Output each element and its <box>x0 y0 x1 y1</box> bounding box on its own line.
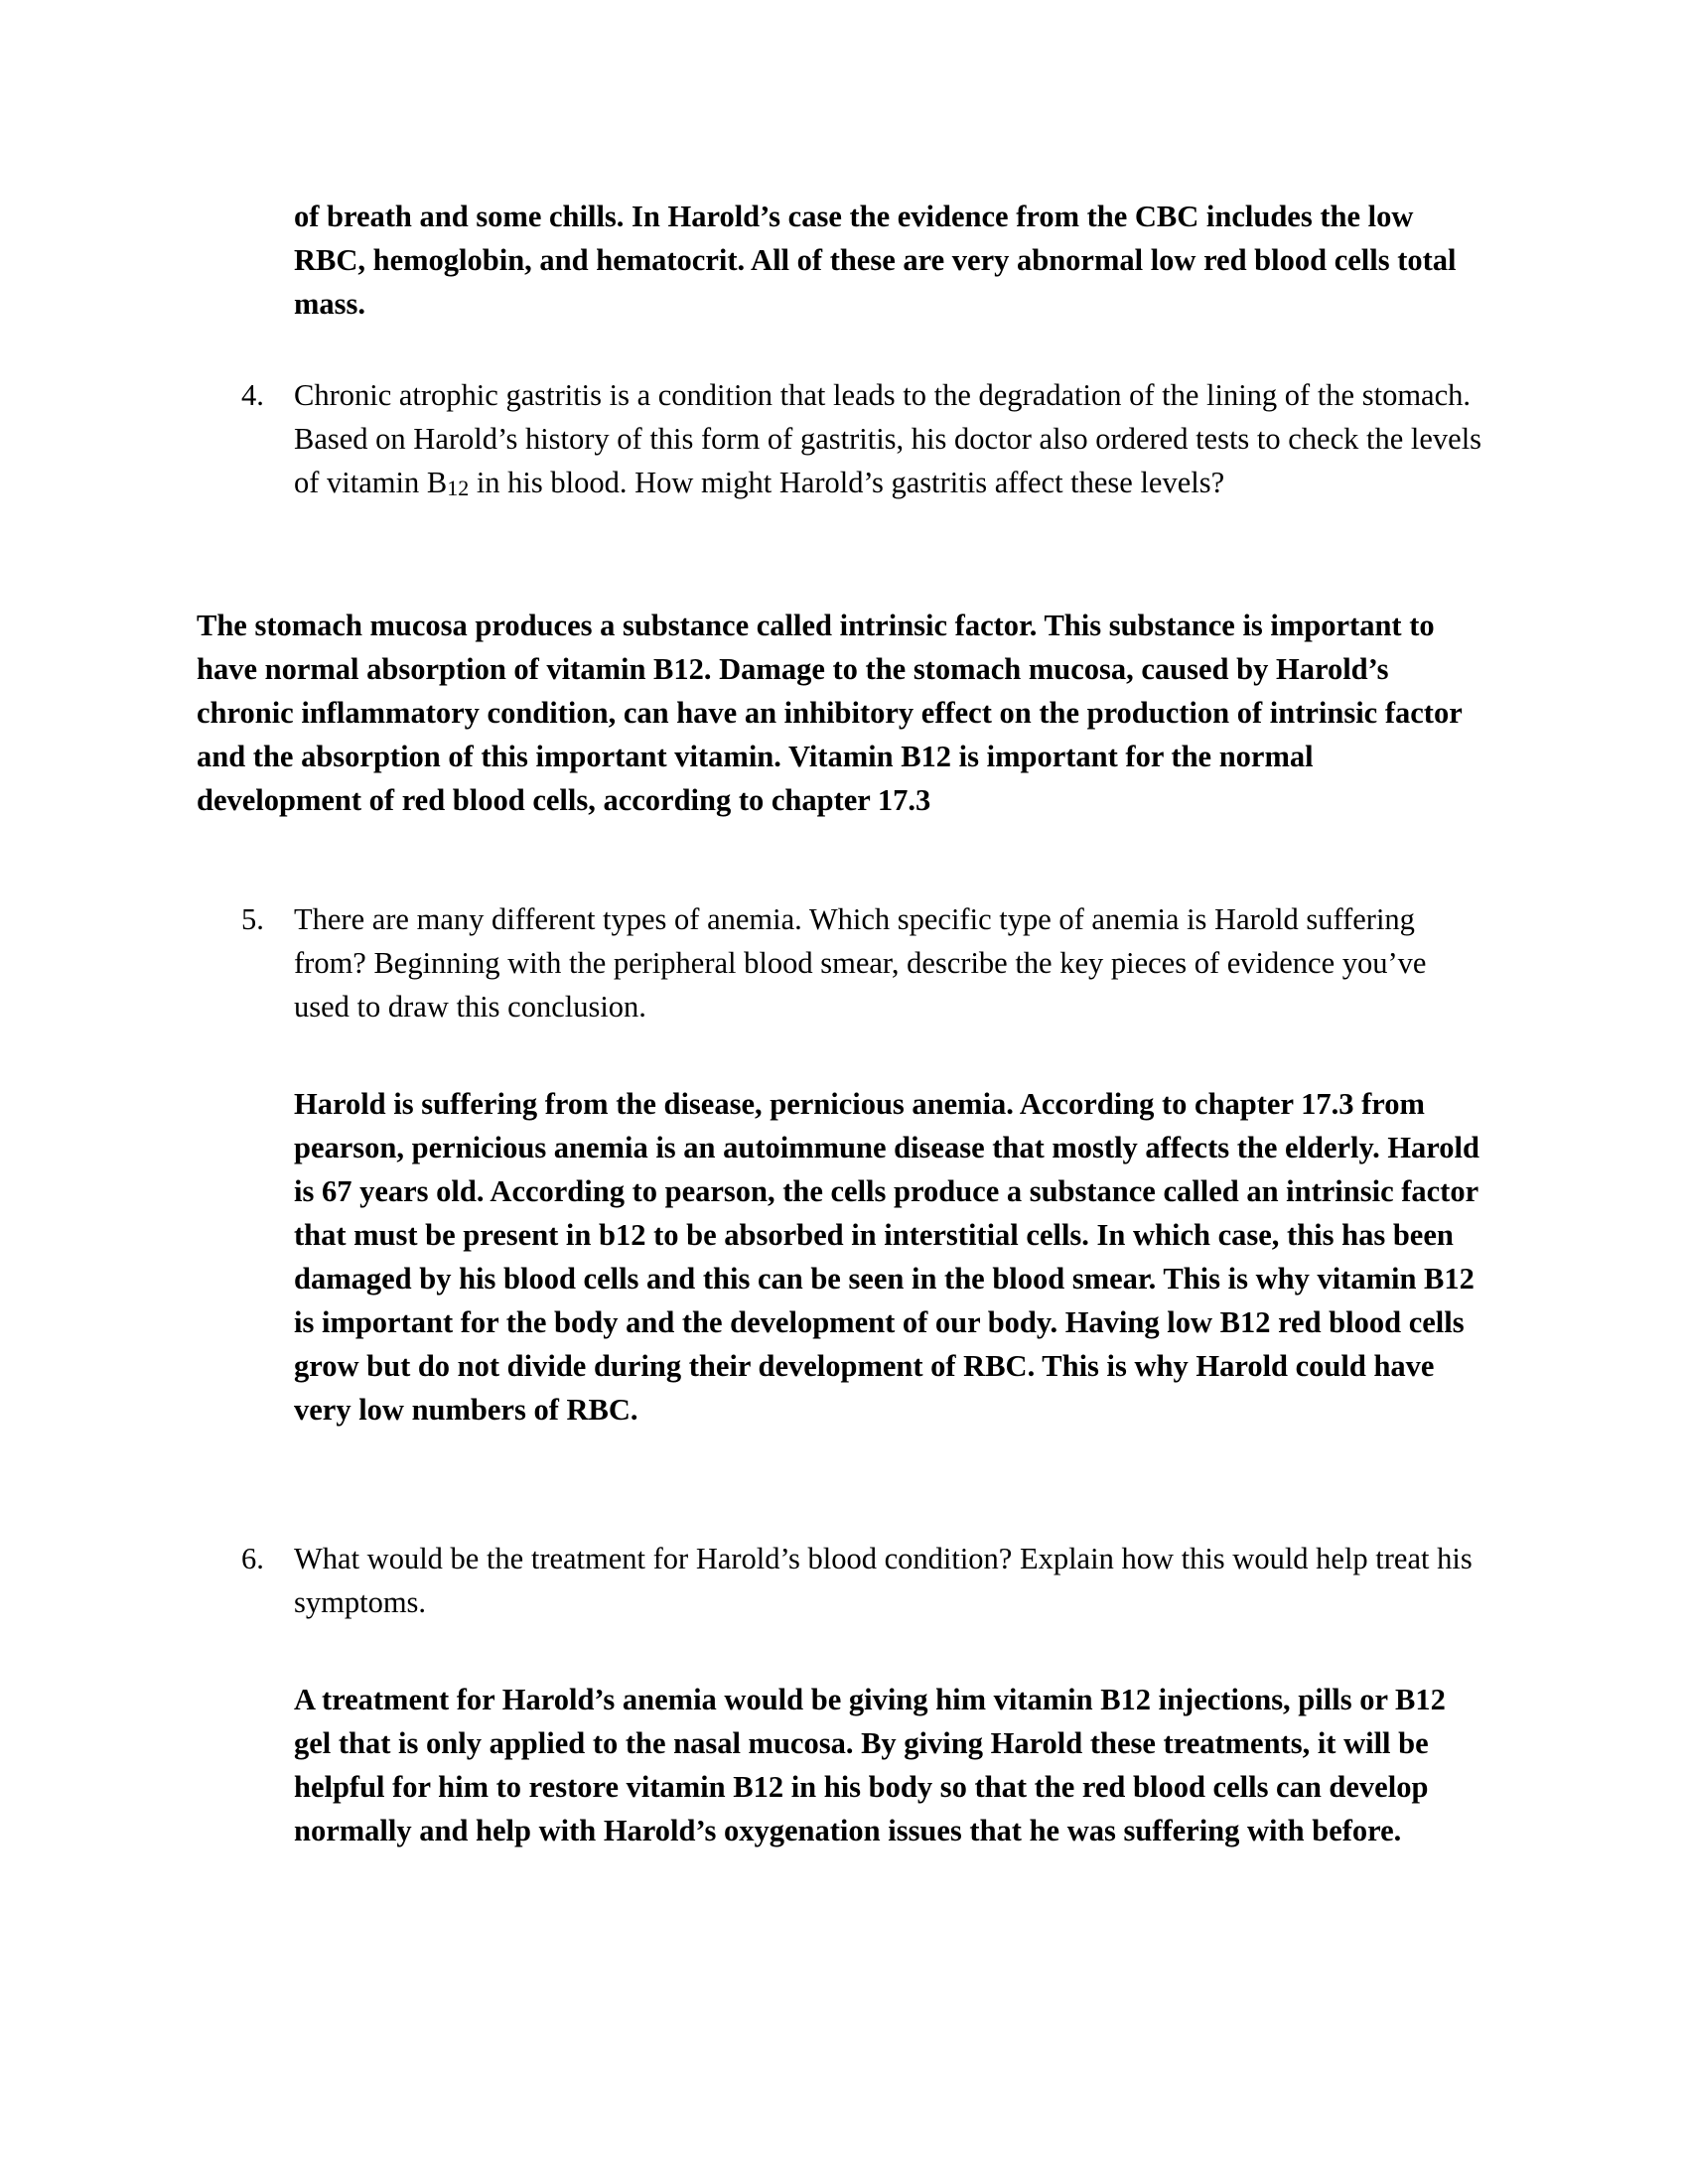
answer-3-continuation: of breath and some chills. In Harold’s case the evidence from the CBC includes the low RBC, hemoglobin, and hematocrit. All of these are very abnormal low red blood cells total mass. <box>294 200 1457 321</box>
question-text: What would be the treatment for Harold’s blood condition? Explain how this would help treat his symptoms. <box>294 1542 1473 1619</box>
question-number: 6. <box>241 1542 264 1575</box>
question-text: There are many different types of anemia. Which specific type of anemia is Harold suffering from? Beginning with the peripheral blood smear, describe the key pieces of evidence you’ve used to draw this conclusion. <box>294 902 1427 1024</box>
answer-6: A treatment for Harold’s anemia would be giving him vitamin B12 injections, pills or B12 gel that is only applied to the nasal mucosa. By giving Harold these treatments, it will be helpful for him to restore vitamin B12 in his body so that the red blood cells can develop normally and help with Harold’s oxygenation issues that he was suffering with before. <box>294 1683 1446 1847</box>
answer-5: Harold is suffering from the disease, pernicious anemia. According to chapter 17.3 from pearson, pernicious anemia is an autoimmune disease that mostly affects the elderly. Harold is 67 years old. According to pearson, the cells produce a substance called an intrinsic factor that must be present in b12 to be absorbed in interstitial cells. In which case, this has been damaged by his blood cells and this can be seen in the blood smear. This is why vitamin B12 is important for the body and the development of our body. Having low B12 red blood cells grow but do not divide during their development of RBC. This is why Harold could have very low numbers of RBC. <box>294 1087 1479 1427</box>
question-number: 5. <box>241 902 264 936</box>
question-text-part-2: in his blood. How might Harold’s gastritis affect these levels? <box>469 466 1225 499</box>
answer-4: The stomach mucosa produces a substance called intrinsic factor. This substance is important to have normal absorption of vitamin B12. Damage to the stomach mucosa, caused by Harold’s chronic inflammatory condition, can have an inhibitory effect on the production of intrinsic factor and the absorption of this important vitamin. Vitamin B12 is important for the normal development of red blood cells, according to chapter 17.3 <box>197 609 1463 817</box>
question-number: 4. <box>241 378 264 412</box>
question-text-part-1: Chronic atrophic gastritis is a condition that leads to the degradation of the lining of the stomach. Based on Harold’s history of this form of gastritis, his doctor also ordered tests to check the levels of vitamin B <box>294 378 1482 499</box>
subscript-12: 12 <box>447 476 470 500</box>
question-text <box>294 373 1485 507</box>
